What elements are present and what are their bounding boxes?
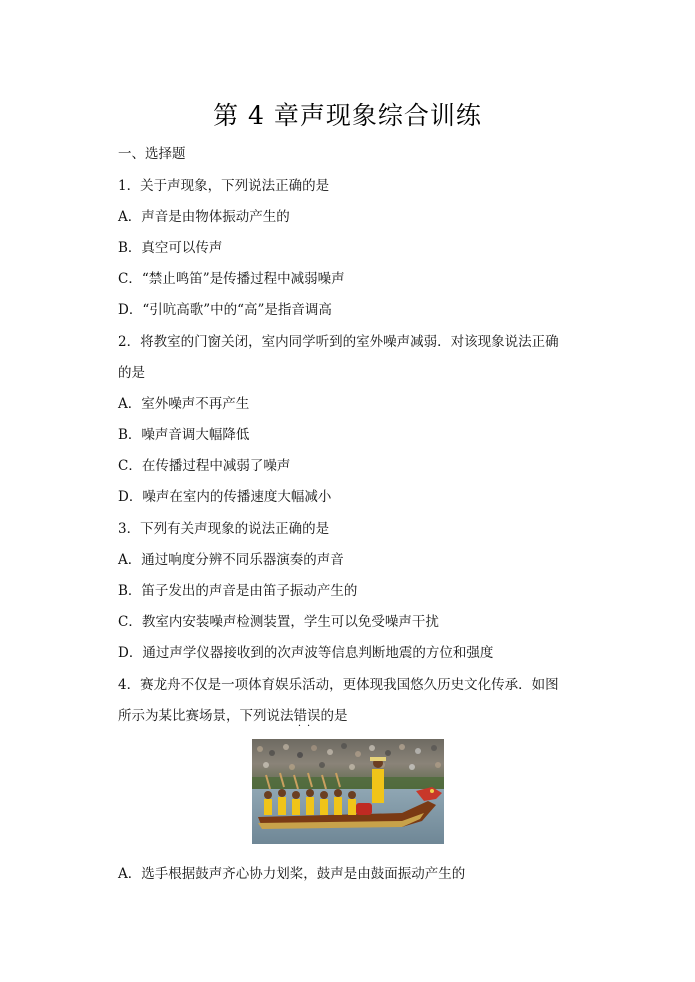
question-1-option-a: A．声音是由物体振动产生的 [118, 209, 290, 225]
question-4-stem-text: 所示为某比赛场景，下列说法 [118, 708, 294, 724]
question-1-option-d: D．“引吭高歌”中的“高”是指音调高 [118, 302, 332, 318]
question-4-emphasized-word: 错误 [293, 708, 321, 724]
question-2-option-a: A．室外噪声不再产生 [118, 396, 250, 412]
question-3-option-a: A．通过响度分辨不同乐器演奏的声音 [118, 552, 344, 568]
page-title: 第 4 章声现象综合训练 [213, 101, 482, 130]
question-1-stem: 1．关于声现象，下列说法正确的是 [118, 178, 330, 194]
question-3-option-d: D．通过声学仪器接收到的次声波等信息判断地震的方位和强度 [118, 645, 494, 661]
question-4-stem-continued [118, 707, 348, 732]
question-2-option-d: D．噪声在室内的传播速度大幅减小 [118, 489, 332, 505]
question-3-option-b: B．笛子发出的声音是由笛子振动产生的 [118, 583, 358, 599]
question-3-stem: 3．下列有关声现象的说法正确的是 [118, 521, 330, 537]
question-4-stem-tail: 的是 [320, 708, 348, 724]
section-heading: 一、选择题 [118, 146, 186, 162]
emphasis-mark [293, 707, 321, 732]
question-4-stem: 4．赛龙舟不仅是一项体育娱乐活动，更体现我国悠久历史文化传承．如图 [118, 677, 559, 693]
question-3-option-c: C．教室内安装噪声检测装置，学生可以免受噪声干扰 [118, 614, 439, 630]
emphasis-dots: ·· [297, 721, 317, 732]
dragon-boat-photo [252, 739, 444, 844]
question-1-option-c: C．“禁止鸣笛”是传播过程中减弱噪声 [118, 271, 345, 287]
question-2-option-b: B．噪声音调大幅降低 [118, 427, 250, 443]
question-2-option-c: C．在传播过程中减弱了噪声 [118, 458, 291, 474]
question-2-stem-continued: 的是 [118, 365, 145, 381]
question-1-option-b: B．真空可以传声 [118, 240, 223, 256]
question-4-option-a: A．选手根据鼓声齐心协力划桨，鼓声是由鼓面振动产生的 [118, 866, 466, 882]
question-2-stem: 2．将教室的门窗关闭，室内同学听到的室外噪声减弱．对该现象说法正确 [118, 334, 559, 350]
